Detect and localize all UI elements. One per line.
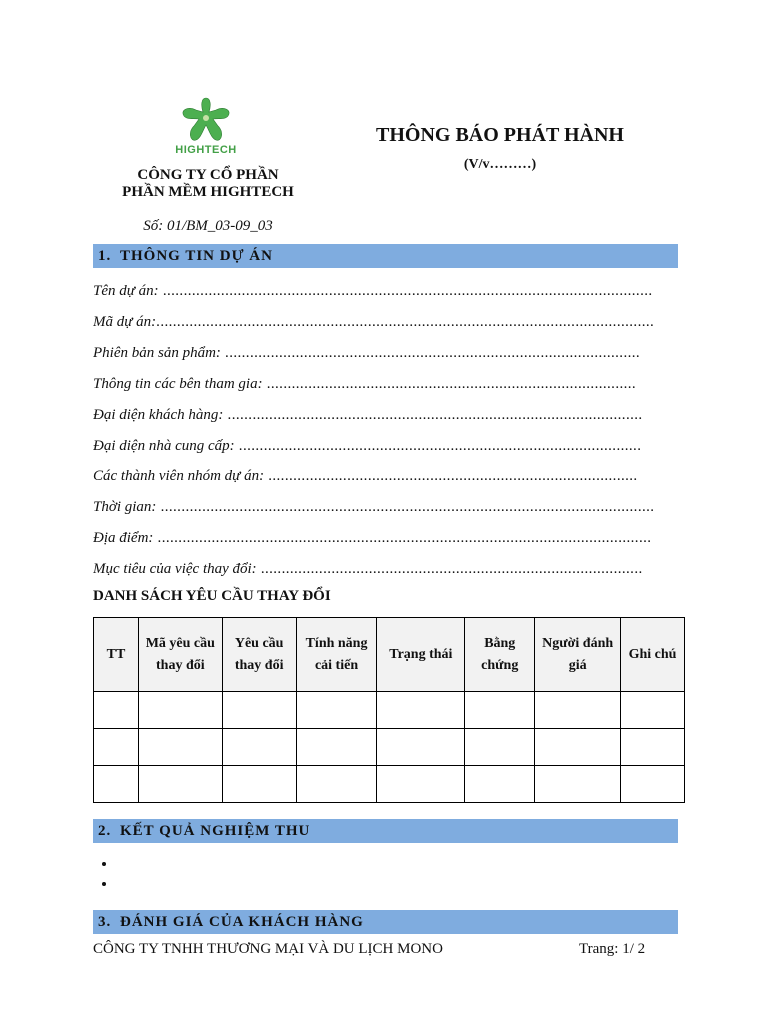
table-cell[interactable]	[222, 729, 296, 766]
footer-company: CÔNG TY TNHH THƯƠNG MẠI VÀ DU LỊCH MONO	[93, 941, 443, 957]
table-cell[interactable]	[621, 692, 685, 729]
field-time[interactable]	[93, 497, 666, 517]
table-cell[interactable]	[377, 692, 465, 729]
table-cell[interactable]	[296, 729, 377, 766]
acceptance-bullet-list	[93, 856, 117, 896]
field-change-objective[interactable]	[93, 559, 666, 579]
field-label: Các thành viên nhóm dự án:	[93, 468, 265, 484]
table-cell[interactable]	[222, 692, 296, 729]
table-row	[94, 766, 685, 803]
section-number: 3.	[98, 914, 112, 930]
field-label: Địa điểm:	[93, 530, 154, 546]
column-header-notes: Ghi chú	[621, 618, 685, 692]
field-label: Mục tiêu của việc thay đổi:	[93, 561, 257, 577]
field-team-members[interactable]	[93, 466, 666, 486]
field-location[interactable]	[93, 528, 666, 548]
column-header-evidence: Bằng chứng	[465, 618, 535, 692]
field-customer-rep[interactable]	[93, 405, 666, 425]
section-heading-customer-evaluation	[93, 910, 678, 934]
table-cell[interactable]	[465, 766, 535, 803]
section-number: 1.	[98, 248, 112, 264]
table-cell[interactable]	[465, 729, 535, 766]
field-label: Tên dự án:	[93, 283, 159, 299]
field-label: Phiên bản sản phẩm:	[93, 345, 221, 361]
change-list-title: DANH SÁCH YÊU CẦU THAY ĐỔI	[93, 588, 331, 604]
field-participants[interactable]	[93, 374, 666, 394]
field-label: Đại diện khách hàng:	[93, 407, 224, 423]
table-cell[interactable]	[535, 766, 621, 803]
section-title: ĐÁNH GIÁ CỦA KHÁCH HÀNG	[120, 914, 364, 930]
change-request-table	[93, 617, 685, 803]
field-fill-line: ........................................................................................................................	[156, 314, 655, 330]
table-row	[94, 729, 685, 766]
field-fill-line: ....................................................................................................	[223, 407, 643, 423]
table-cell[interactable]	[465, 692, 535, 729]
field-fill-line: ............................................................................................	[256, 561, 643, 577]
field-product-version[interactable]	[93, 343, 666, 363]
field-fill-line: .......................................................................................................................	[153, 530, 652, 546]
section-number: 2.	[98, 823, 112, 839]
section-title: KẾT QUẢ NGHIỆM THU	[120, 823, 311, 839]
table-cell[interactable]	[621, 729, 685, 766]
table-cell[interactable]	[94, 729, 139, 766]
table-cell[interactable]	[138, 729, 222, 766]
table-cell[interactable]	[296, 692, 377, 729]
table-cell[interactable]	[377, 729, 465, 766]
table-cell[interactable]	[621, 766, 685, 803]
table-cell[interactable]	[138, 692, 222, 729]
logo-text: HIGHTECH	[175, 144, 237, 156]
section-heading-project-info	[93, 244, 678, 268]
company-logo	[170, 94, 242, 164]
field-fill-line: ......................................................................................................................	[158, 283, 653, 299]
star-logo-icon	[178, 94, 234, 146]
section-heading-acceptance-results	[93, 819, 678, 843]
table-header-row	[94, 618, 685, 692]
field-fill-line: .........................................................................................	[262, 376, 637, 392]
field-label: Thông tin các bên tham gia:	[93, 376, 263, 392]
column-header-tt: TT	[94, 618, 139, 692]
field-supplier-rep[interactable]	[93, 436, 666, 456]
company-line-1: CÔNG TY CỔ PHẦN	[137, 167, 279, 183]
table-cell[interactable]	[94, 692, 139, 729]
field-label: Đại diện nhà cung cấp:	[93, 438, 235, 454]
table-cell[interactable]	[377, 766, 465, 803]
section-title: THÔNG TIN DỰ ÁN	[120, 248, 273, 264]
table-row	[94, 692, 685, 729]
document-subtitle: (V/v………)	[463, 157, 537, 172]
document-number: Số: 01/BM_03-09_03	[143, 218, 273, 234]
column-header-improved-feature: Tính năng cải tiến	[296, 618, 377, 692]
table-cell[interactable]	[222, 766, 296, 803]
document-title: THÔNG BÁO PHÁT HÀNH	[376, 124, 624, 146]
field-fill-line: ....................................................................................................	[220, 345, 641, 361]
field-fill-line: .......................................................................................................................	[156, 499, 655, 515]
field-label: Mã dự án:	[93, 314, 157, 330]
company-line-2: PHẦN MỀM HIGHTECH	[122, 184, 294, 200]
field-label: Thời gian:	[93, 499, 157, 515]
table-cell[interactable]	[94, 766, 139, 803]
field-project-code[interactable]	[93, 312, 666, 332]
field-project-name[interactable]	[93, 281, 666, 301]
footer-page-number: Trang: 1/ 2	[579, 941, 646, 957]
table-cell[interactable]	[535, 692, 621, 729]
company-name	[100, 167, 316, 201]
column-header-status: Trạng thái	[377, 618, 465, 692]
table-cell[interactable]	[296, 766, 377, 803]
table-cell[interactable]	[138, 766, 222, 803]
field-fill-line: .........................................................................................	[264, 468, 638, 484]
table-cell[interactable]	[535, 729, 621, 766]
column-header-request-code: Mã yêu cầu thay đổi	[138, 618, 222, 692]
column-header-reviewer: Người đánh giá	[535, 618, 621, 692]
column-header-change-request: Yêu cầu thay đổi	[222, 618, 296, 692]
field-fill-line: .................................................................................................	[234, 438, 642, 454]
